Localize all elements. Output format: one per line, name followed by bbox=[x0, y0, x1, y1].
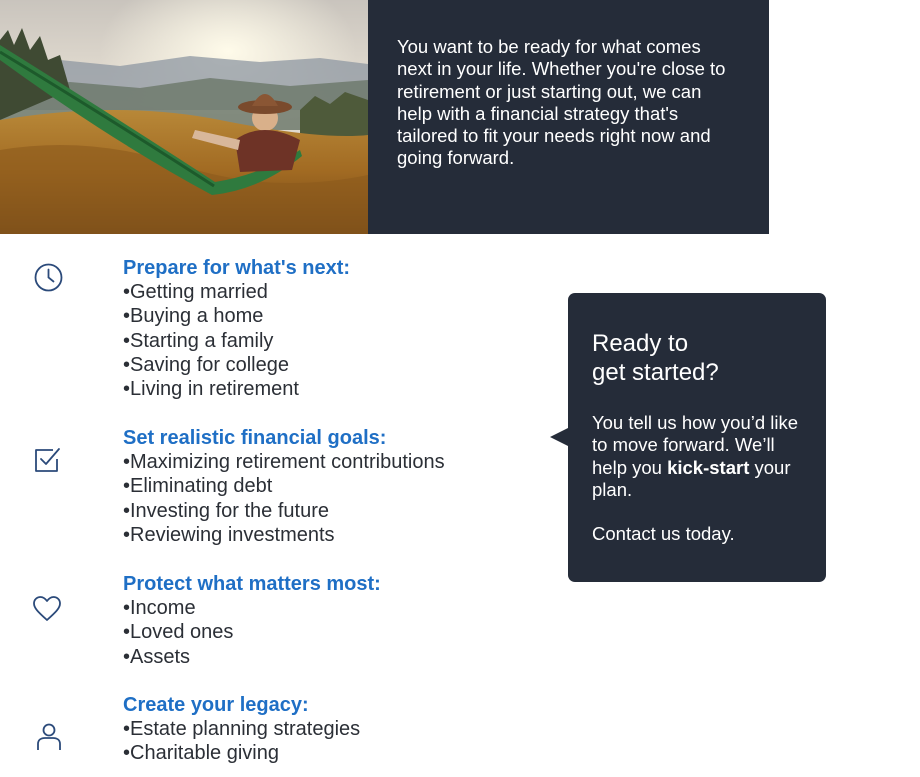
callout-body bbox=[592, 412, 804, 501]
hero-photo-hammock bbox=[0, 0, 368, 234]
list-item: •Charitable giving bbox=[123, 742, 279, 765]
callout-body-emphasis: kick-start bbox=[667, 456, 750, 478]
callout-heading bbox=[592, 330, 804, 387]
section-prepare bbox=[123, 256, 350, 401]
list-item: •Assets bbox=[123, 645, 191, 668]
list-item: •Living in retirement bbox=[123, 378, 299, 401]
section-title: Protect what matters most: bbox=[123, 573, 381, 595]
contact-cta: Contact us today. bbox=[592, 523, 735, 545]
section-list bbox=[123, 280, 350, 401]
hero-intro-text: You want to be ready for what comes next in your life. Whether you're close to retirement or just starting out, we can help with a financial strategy that's tailored to fit your needs right now and going forward. bbox=[397, 36, 726, 169]
section-title: Create your legacy: bbox=[123, 694, 309, 716]
list-item: •Loved ones bbox=[123, 621, 234, 644]
section-list bbox=[123, 596, 381, 669]
section-list bbox=[123, 450, 445, 547]
list-item: •Estate planning strategies bbox=[123, 718, 361, 740]
list-item: •Saving for college bbox=[123, 353, 289, 376]
callout-heading-line1: Ready to bbox=[592, 330, 689, 357]
list-item: •Buying a home bbox=[123, 305, 264, 328]
section-protect bbox=[123, 572, 381, 669]
section-legacy bbox=[123, 693, 360, 766]
checkbox-icon bbox=[33, 446, 61, 474]
section-title: Set realistic financial goals: bbox=[123, 427, 387, 449]
section-title: Prepare for what's next: bbox=[123, 257, 351, 279]
callout-body-text: You tell us how you’d like to move forward. We’ll help you bbox=[592, 412, 799, 478]
hero-text-panel bbox=[368, 0, 769, 234]
clock-icon bbox=[34, 263, 63, 292]
list-item: •Eliminating debt bbox=[123, 475, 273, 498]
list-item: •Investing for the future bbox=[123, 499, 330, 522]
section-goals bbox=[123, 426, 445, 547]
get-started-callout bbox=[568, 293, 826, 582]
list-item: •Reviewing investments bbox=[123, 523, 335, 546]
list-item: •Getting married bbox=[123, 281, 268, 303]
heart-icon bbox=[32, 595, 62, 622]
list-item: •Maximizing retirement contributions bbox=[123, 451, 445, 473]
list-item: •Starting a family bbox=[123, 329, 274, 352]
callout-body-text-end: your plan. bbox=[592, 456, 791, 500]
callout-heading-line2: get started? bbox=[592, 358, 719, 386]
list-item: •Income bbox=[123, 597, 196, 619]
person-icon bbox=[36, 723, 62, 751]
section-list bbox=[123, 717, 360, 766]
